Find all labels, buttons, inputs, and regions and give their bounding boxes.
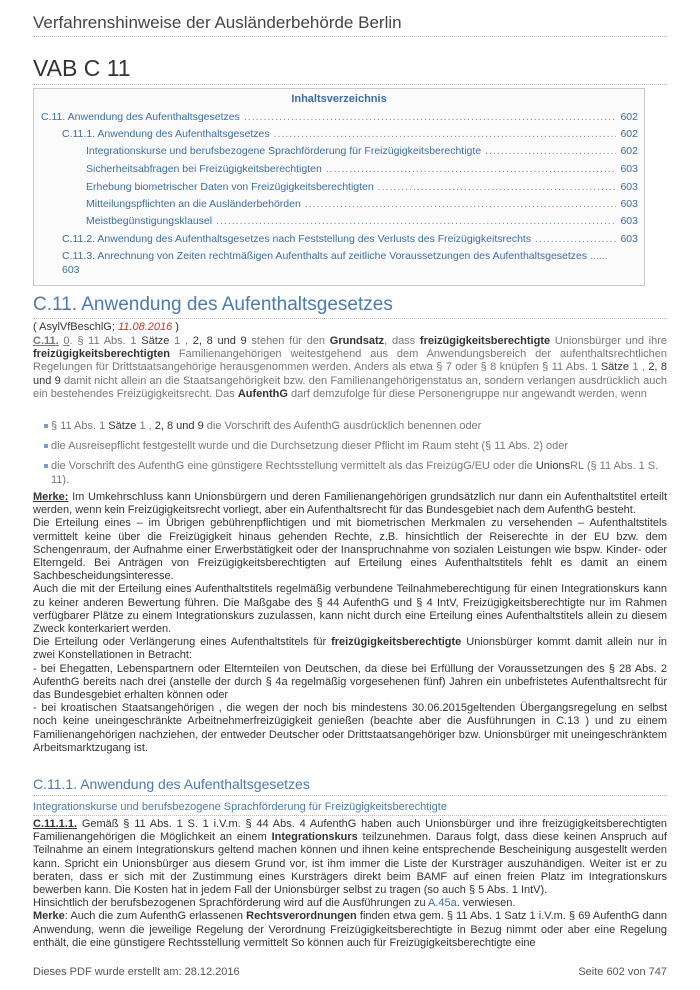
toc-item[interactable] [86, 197, 638, 211]
toc-item-page: 603 [620, 233, 638, 245]
paragraph-number: C.11. [33, 335, 59, 347]
toc-item-page: 603 [620, 215, 638, 227]
toc-item-page: 602 [620, 145, 638, 157]
paragraph-intro: C.11. 0. § 11 Abs. 1 Sätze 1 , 2, 8 und 9 stehen für den Grundsatz, dass freizügigkeitsberechtigte Unionsbürger und ihre freizügigkeitsberechtigten Familienangehörigen weitestgehend aus dem Anwendungsbereich der aufenthaltsrechtlichen Regelungen für Drittstaatsangehörige herausgenommen werden. Anders als etwa § 7 oder § 8 knüpfen § 11 Abs. 1 Sätze 1 , 2, 8 und 9 damit nicht allein an die Staatsangehörigkeit bzw. den Familienangehörigenstatus an, sondern verlangen ausdrücklich auch ein bestehendes Freizügigkeitsrecht. Das AufenthG darf demzufolge für diese Personengruppe nur angewandt werden, wenn [33, 335, 668, 400]
toc-item[interactable] [86, 180, 638, 194]
paragraph-number: C.11.1.1. [33, 818, 78, 830]
toc-item[interactable] [86, 214, 638, 228]
toc-item[interactable] [62, 127, 638, 141]
header-divider [33, 36, 667, 37]
paragraph-integration: C.11.1.1. Gemäß § 11 Abs. 1 S. 1 i.V.m. § 44 Abs. 4 AufenthG haben auch Unionsbürger und ihre freizügigkeitsberechtigten Familienangehörigen die Möglichkeit an einem Integrationskurs teilzunehmen. Daraus folgt, dass diese keinen Anspruch auf Teilnahme an einem Integrationskurs geltend machen können und ihnen keine entsprechende Bescheinigung ausgestellt werden kann. Spricht ein Unionsbürger aus diesem Grund vor, ist ihm immer die Liste der Kursträger auszuhändigen. Weiter ist er zu beraten, dass er sich mit der Zustimmung eines Kursträgers direkt beim BAMF auf einen freien Platz im Integrationskurs bewerben kann. Die Kosten hat in jedem Fall der Unionsbürger selbst zu tragen (so auch § 5 Abs. 1 IntV). Hinsichtlich der berufsbezogenen Sprachförderung wird auf die Ausführungen zu A.45a. verwiesen. Merke: Auch die zum AufenthG erlassenen Rechtsverordnungen finden etwa gem. § 11 Abs. 1 Satz 1 i.V.m. § 69 AufenthG dann Anwendung, wenn die jeweilige Regelung der Verordnung Freizügigkeitsberechtigte in Bezug nimmt oder aber eine Regelung enthält, die eine günstigere Rechtsstellung vermittelt So können auch für Freizügigkeitsberechtigte eine [33, 818, 667, 949]
toc-item-label: Meistbegünstigungsklausel [86, 215, 213, 227]
condition-list [44, 420, 664, 494]
running-header: Verfahrenshinweise der Ausländerbehörde Berlin [33, 13, 402, 32]
toc-item[interactable]: C.11.3. Anrechnung von Zeiten rechtmäßigen Aufenthalts auf zeitliche Voraussetzungen des Aufenthaltsgesetzes ...... 603 [62, 250, 608, 276]
toc-item-page: 603 [620, 198, 638, 210]
subsection-title: C.11.1. Anwendung des Aufenthaltsgesetzes [33, 776, 310, 792]
paragraph-body: Merke: Im Umkehrschluss kann Unionsbürgern und deren Familienangehörigen grundsätzlich nur dann ein Aufenthaltstitel erteilt werden, wenn kein Freizügigkeitsrecht vorliegt, aber ein Aufenthaltsrecht für das Bundesgebiet nach dem AufenthG besteht. Die Erteilung eines – im Übrigen gebührenpflichtigen und mit biometrischen Merkmalen zu versehenden – Aufenthaltstitels vermittelt keine über die Freizügigkeit hinaus gehenden Rechte, z.B. hinsichtlich der Reiserechte in der EU bzw. dem Schengenraum, der Aufnahme einer Erwerbstätigkeit oder der Inanspruchnahme von sozialen Leistungen wie bspw. Kinder- oder Elterngeld. Bei Anträgen von Freizügigkeitsberechtigten auf Erteilung eines Aufenthaltstitels fehlt es damit an einem Sachbescheidungsinteresse. Auch die mit der Erteilung eines Aufenthaltstitels regelmäßig verbundene Teilnahmeberechtigung für einen Integrationskurs kann zu keiner anderen Bewertung führen. Die Maßgabe des § 44 AufenthG und § 4 IntV, Freizügigkeitsberechtigte nur im Rahmen verfügbarer Plätze zu einem Integrationskurs zuzulassen, kann nicht durch eine Erteilung eines Aufenthaltstitels allein zu diesem Zweck konterkariert werden. Die Erteilung oder Verlängerung eines Aufenthaltstitels für freizügigkeitsberechtigte Unionsbürger kommt damit allein nur in zwei Konstellationen in Betracht: - bei Ehegatten, Lebenspartnern oder Elternteilen von Deutschen, da diese bei Erfüllung der Voraussetzungen des § 28 Abs. 2 AufenthG bereits nach drei (anstelle der durch § 4a regelmäßig vorgesehenen fünf) Jahren ein unbefristetes Aufenthaltsrecht für das Bundesgebiet erhalten können oder - bei kroatischen Staatsangehörigen , die wegen der noch bis mindestens 30.06.2015geltenden Übergangsregelung en selbst noch keine uneingeschränkte Arbeitnehmerfreizügigkeit genießen (beachte aber die Ausführungen in C.13 ) und zu einem Familienangehörigen nachziehen, der entweder Deutscher oder Drittstaatsangehöriger bzw. Unionsbürger mit uneingeschränktem Arbeitsmarktzugang ist. [33, 491, 668, 754]
subsubsection-divider [33, 815, 667, 816]
toc-item-page: 603 [62, 264, 80, 276]
toc-item[interactable] [86, 144, 638, 158]
merke-label: Merke: [33, 491, 69, 503]
toc-item[interactable] [62, 232, 638, 246]
table-of-contents [33, 88, 645, 286]
toc-item[interactable] [41, 110, 638, 124]
section-divider [33, 318, 667, 319]
footer-created: Dieses PDF wurde erstellt am: 28.12.2016 [33, 966, 240, 978]
subsection-divider [33, 795, 667, 796]
toc-item-label: C.11.2. Anwendung des Aufenthaltsgesetzes nach Feststellung des Verlusts des Freizügigkeitsrechts [62, 233, 532, 245]
toc-heading: Inhaltsverzeichnis [291, 93, 387, 105]
toc-item-page: 602 [620, 111, 638, 123]
toc-item-page: 602 [620, 128, 638, 140]
amendment-date: 11.08.2016 [117, 321, 173, 333]
toc-item-label: Integrationskurse und berufsbezogene Sprachförderung für Freizügigkeitsberechtigte [86, 145, 482, 157]
list-item: § 11 Abs. 1 Sätze 1 , 2, 8 und 9 die Vorschrift des AufenthG ausdrücklich benennen oder [44, 420, 664, 433]
toc-item-label: C.11. Anwendung des Aufenthaltsgesetzes [41, 111, 240, 123]
merke-label: Merke [33, 910, 65, 923]
toc-item-label: Erhebung biometrischer Daten von Freizügigkeitsberechtigten [86, 181, 374, 193]
toc-item-page: 603 [620, 163, 638, 175]
list-item: die Ausreisepflicht festgestellt wurde und die Durchsetzung dieser Pflicht im Raum steht (§ 11 Abs. 2) oder [44, 440, 664, 453]
list-item: die Vorschrift des AufenthG eine günstigere Rechtsstellung vermittelt als das FreizügG/EU oder die UnionsRL (§ 11 Abs. 1 S. 11). [44, 460, 664, 486]
toc-item[interactable] [86, 162, 638, 176]
toc-item-label: C.11.3. Anrechnung von Zeiten rechtmäßigen Aufenthalts auf zeitliche Voraussetzungen des Aufenthaltsgesetzes [62, 250, 588, 262]
subsubsection-title: Integrationskurse und berufsbezogene Sprachförderung für Freizügigkeitsberechtigte [33, 801, 447, 813]
cross-reference-link[interactable]: A.45a [428, 897, 457, 910]
toc-item-label: C.11.1. Anwendung des Aufenthaltsgesetzes [62, 128, 270, 140]
section-title: C.11. Anwendung des Aufenthaltsgesetzes [33, 294, 393, 315]
toc-item-label: Sicherheitsabfragen bei Freizügigkeitsberechtigten [86, 163, 322, 175]
toc-item-label: Mitteilungspflichten an die Ausländerbehörden [86, 198, 301, 210]
footer-page-number: Seite 602 von 747 [578, 966, 667, 978]
title-divider [33, 84, 667, 85]
document-title: VAB C 11 [33, 55, 131, 81]
toc-item-page: 603 [620, 181, 638, 193]
amendment-note: ( AsylVfBeschlG; 11.08.2016 ) [33, 321, 179, 333]
